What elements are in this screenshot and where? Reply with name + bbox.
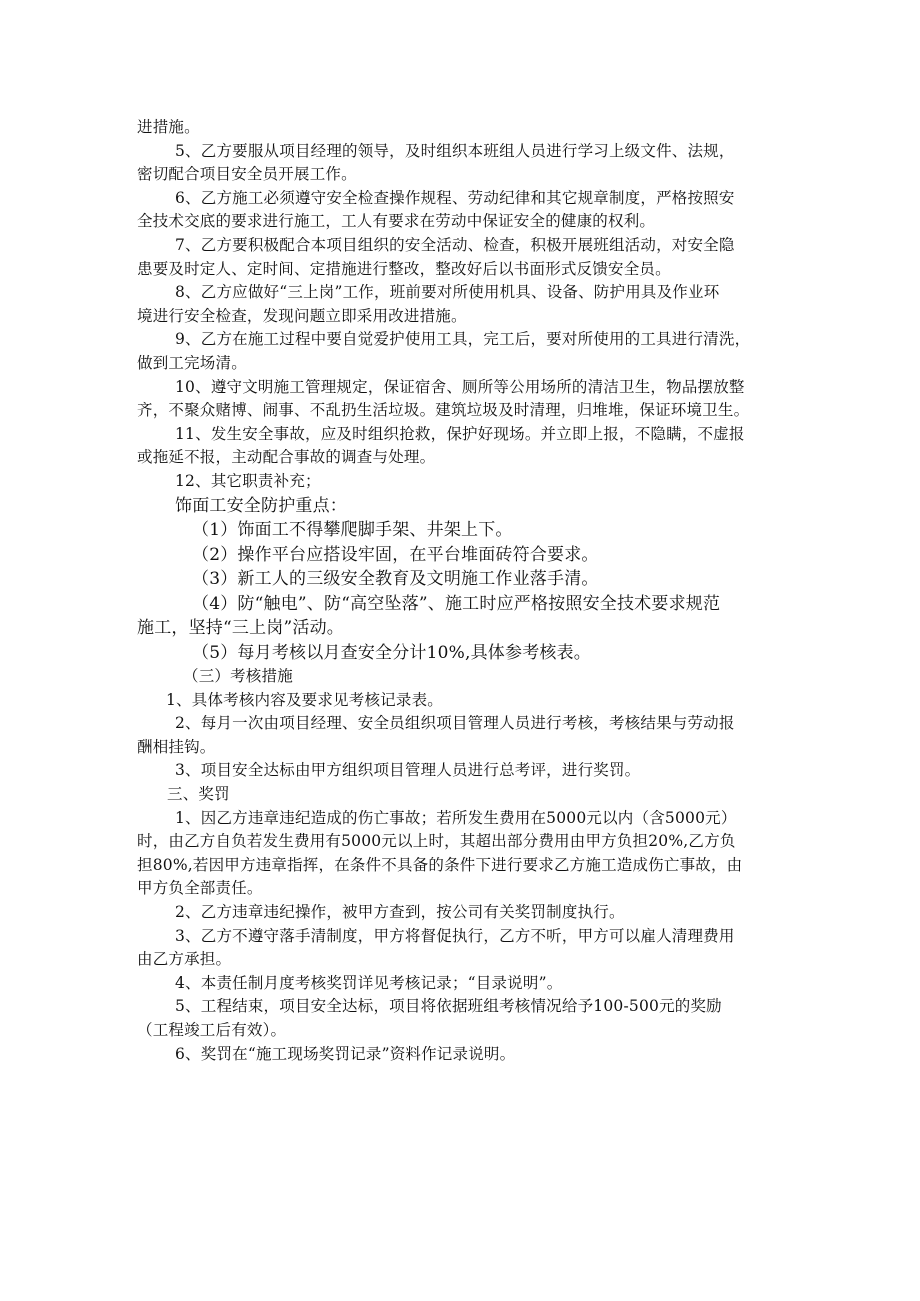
text-line: 8、乙方应做好“三上岗”工作，班前要对所使用机具、设备、防护用具及作业环 xyxy=(175,283,720,302)
text-line: 2、每月一次由项目经理、安全员组织项目管理人员进行考核，考核结果与劳动报 xyxy=(175,714,735,733)
text-line: 4、本责任制月度考核奖罚详见考核记录；“目录说明”。 xyxy=(175,973,563,992)
text-line: 2、乙方违章违纪操作，被甲方查到，按公司有关奖罚制度执行。 xyxy=(175,902,625,921)
text-line: 5、乙方要服从项目经理的领导，及时组织本班组人员进行学习上级文件、法规， xyxy=(175,141,735,160)
list-item: （5）每月考核以月查安全分计10%,具体参考核表。 xyxy=(192,642,592,663)
text-line: 甲方负全部责任。 xyxy=(137,879,263,898)
text-line: 3、乙方不遵守落手清制度，甲方将督促执行，乙方不听，甲方可以雇人清理费用 xyxy=(175,926,735,945)
text-line: 9、乙方在施工过程中要自觉爱护使用工具，完工后，要对所使用的工具进行清洗， xyxy=(175,330,751,349)
text-line: 11、发生安全事故，应及时组织抢救，保护好现场。并立即上报，不隐瞒，不虚报 xyxy=(175,424,745,443)
text-line: 10、遵守文明施工管理规定，保证宿舍、厕所等公用场所的清洁卫生，物品摆放整 xyxy=(175,377,745,396)
text-line: 6、乙方施工必须遵守安全检查操作规程、劳动纪律和其它规章制度，严格按照安 xyxy=(175,188,735,207)
text-line: 12、其它职责补充； xyxy=(175,471,321,490)
text-line: 担80%,若因甲方违章指挥，在条件不具备的条件下进行要求乙方施工造成伤亡事故，由 xyxy=(137,855,743,874)
document-page xyxy=(137,116,802,1066)
text-line: 做到工完场清。 xyxy=(137,353,247,372)
list-item: （3）新工人的三级安全教育及文明施工作业落手清。 xyxy=(192,569,599,589)
text-line: 患要及时定人、定时间、定措施进行整改，整改好后以书面形式反馈安全员。 xyxy=(137,259,671,278)
text-line: 密切配合项目安全员开展工作。 xyxy=(137,165,357,184)
text-line: 由乙方承担。 xyxy=(137,950,232,969)
text-line: 3、项目安全达标由甲方组织项目管理人员进行总考评，进行奖罚。 xyxy=(175,761,641,780)
text-line: 进措施。 xyxy=(137,118,200,136)
list-item: （4）防“触电”、防“高空坠落”、施工时应严格按照安全技术要求规范 xyxy=(192,593,721,614)
text-line: （工程竣工后有效）。 xyxy=(137,1020,287,1039)
list-item: （1）饰面工不得攀爬脚手架、井架上下。 xyxy=(192,520,513,540)
text-line: 时，由乙方自负若发生费用有5000元以上时，其超出部分费用由甲方负担20%,乙方负 xyxy=(137,832,736,851)
section-heading: 三、奖罚 xyxy=(167,784,230,803)
text-line: 1、具体考核内容及要求见考核记录表。 xyxy=(166,690,443,709)
section-heading: 饰面工安全防护重点： xyxy=(175,495,347,516)
text-line: 齐，不聚众赌博、闹事、不乱扔生活垃圾。建筑垃圾及时清理，归堆堆，保证环境卫生。 xyxy=(137,401,750,420)
text-line: 境进行安全检查，发现问题立即采用改进措施。 xyxy=(137,306,467,325)
text-line: 酬相挂钩。 xyxy=(137,737,216,756)
text-line: 6、奖罚在“施工现场奖罚记录”资料作记录说明。 xyxy=(175,1044,516,1063)
list-item: （2）操作平台应搭设牢固，在平台堆面砖符合要求。 xyxy=(192,544,599,565)
text-line: 全技术交底的要求进行施工，工人有要求在劳动中保证安全的健康的权利。 xyxy=(137,212,656,231)
subsection-heading: （三）考核措施 xyxy=(183,667,293,685)
text-line: 或拖延不报，主动配合事故的调查与处理。 xyxy=(137,448,436,467)
text-line: 5、工程结束，项目安全达标，项目将依据班组考核情况给予100-500元的奖励 xyxy=(175,997,722,1016)
list-item-continuation: 施工，坚持“三上岗”活动。 xyxy=(137,618,344,638)
text-line: 7、乙方要积极配合本项目组织的安全活动、检查，积极开展班组活动，对安全隐 xyxy=(175,235,735,254)
text-line: 1、因乙方违章违纪造成的伤亡事故；若所发生费用在5000元以内（含5000元） xyxy=(175,808,737,827)
